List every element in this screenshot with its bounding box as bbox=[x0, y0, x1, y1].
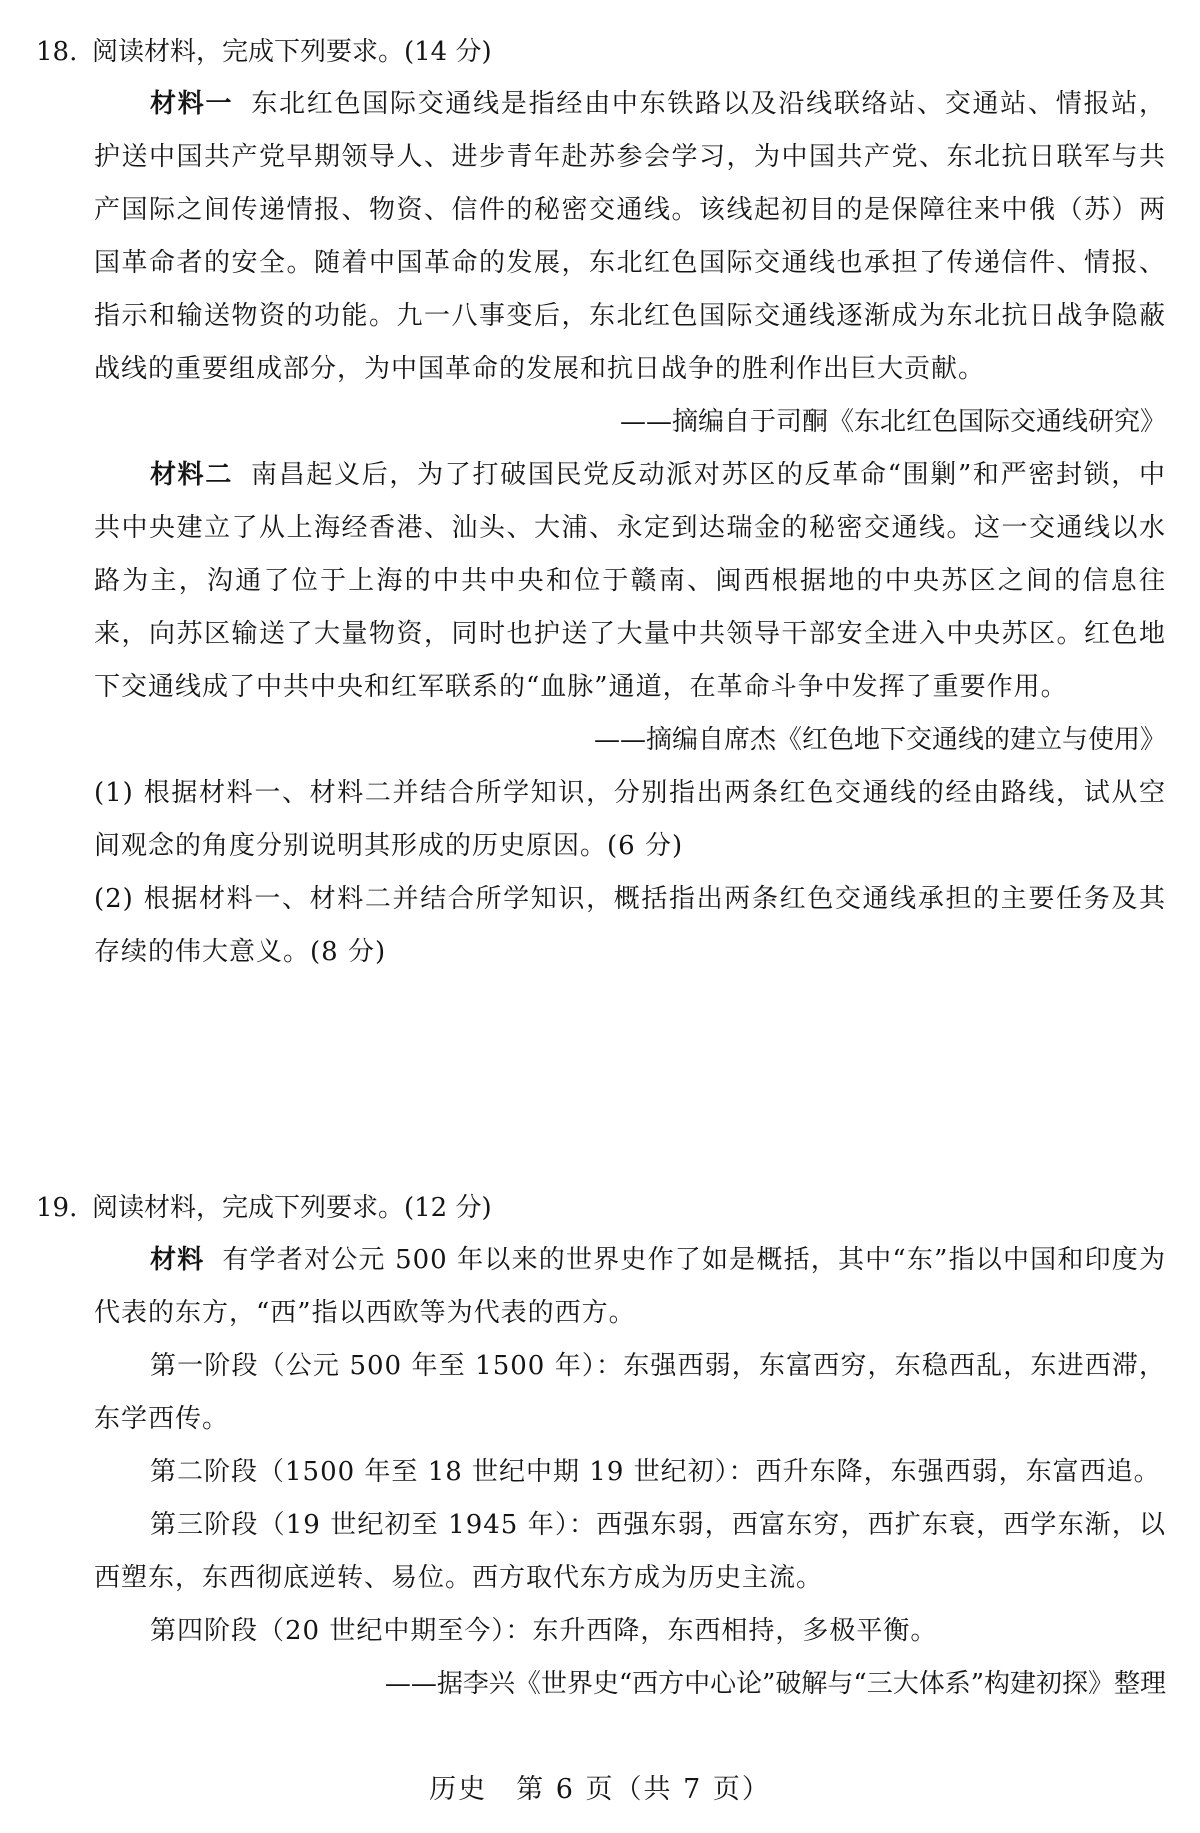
material-2 bbox=[94, 449, 1166, 714]
question-18 bbox=[0, 26, 1200, 979]
stage-3: 第三阶段（19 世纪初至 1945 年）：西强东弱，西富东穷，西扩东衰，西学东渐，以西塑东，东西彻底逆转、易位。西方取代东方成为历史主流。 bbox=[94, 1510, 1166, 1593]
material-source: ——据李兴《世界史“西方中心论”破解与“三大体系”构建初探》整理 bbox=[384, 1669, 1166, 1699]
question-number: 18. bbox=[36, 37, 78, 67]
page-footer: 历史 第 6 页（共 7 页） bbox=[429, 1774, 771, 1805]
material-source: ——摘编自于司酮《东北红色国际交通线研究》 bbox=[619, 407, 1166, 437]
material bbox=[94, 1234, 1166, 1340]
question-19 bbox=[0, 1182, 1200, 1711]
sub-question-2: (2) 根据材料一、材料二并结合所学知识，概括指出两条红色交通线承担的主要任务及其存续的伟大意义。(8 分) bbox=[94, 884, 1166, 967]
material-label: 材料一 bbox=[150, 89, 234, 119]
stage-4: 第四阶段（20 世纪中期至今）：东升西降，东西相持，多极平衡。 bbox=[150, 1616, 938, 1646]
question-number: 19. bbox=[36, 1193, 78, 1223]
question-instruction: 阅读材料，完成下列要求。(14 分) bbox=[92, 37, 492, 67]
material-text: 有学者对公元 500 年以来的世界史作了如是概括，其中“东”指以中国和印度为代表的东方，“西”指以西欧等为代表的西方。 bbox=[94, 1245, 1166, 1328]
material-source: ——摘编自席杰《红色地下交通线的建立与使用》 bbox=[593, 725, 1166, 755]
material-text: 东北红色国际交通线是指经由中东铁路以及沿线联络站、交通站、情报站，护送中国共产党早期领导人、进步青年赴苏参会学习，为中国共产党、东北抗日联军与共产国际之间传递情报、物资、信件的秘密交通线。该线起初目的是保障往来中俄（苏）两国革命者的安全。随着中国革命的发展，东北红色国际交通线也承担了传递信件、情报、指示和输送物资的功能。九一八事变后，东北红色国际交通线逐渐成为东北抗日战争隐蔽战线的重要组成部分，为中国革命的发展和抗日战争的胜利作出巨大贡献。 bbox=[94, 89, 1166, 384]
sub-question-1: (1) 根据材料一、材料二并结合所学知识，分别指出两条红色交通线的经由路线，试从空间观念的角度分别说明其形成的历史原因。(6 分) bbox=[94, 778, 1166, 861]
stage-2: 第二阶段（1500 年至 18 世纪中期 19 世纪初）：西升东降，东强西弱，东富西追。 bbox=[150, 1457, 1161, 1487]
material-text: 南昌起义后，为了打破国民党反动派对苏区的反革命“围剿”和严密封锁，中共中央建立了从上海经香港、汕头、大浦、永定到达瑞金的秘密交通线。这一交通线以水路为主，沟通了位于上海的中共中央和位于赣南、闽西根据地的中央苏区之间的信息往来，向苏区输送了大量物资，同时也护送了大量中共领导干部安全进入中央苏区。红色地下交通线成了中共中央和红军联系的“血脉”通道，在革命斗争中发挥了重要作用。 bbox=[94, 460, 1166, 702]
question-instruction: 阅读材料，完成下列要求。(12 分) bbox=[92, 1193, 492, 1223]
question-19-header bbox=[36, 1182, 1200, 1234]
question-18-header bbox=[36, 26, 1200, 78]
stage-1: 第一阶段（公元 500 年至 1500 年）：东强西弱，东富西穷，东稳西乱，东进西滞，东学西传。 bbox=[94, 1351, 1166, 1434]
material-label: 材料二 bbox=[150, 460, 234, 490]
material-label: 材料 bbox=[150, 1245, 205, 1275]
material-1 bbox=[94, 78, 1166, 396]
